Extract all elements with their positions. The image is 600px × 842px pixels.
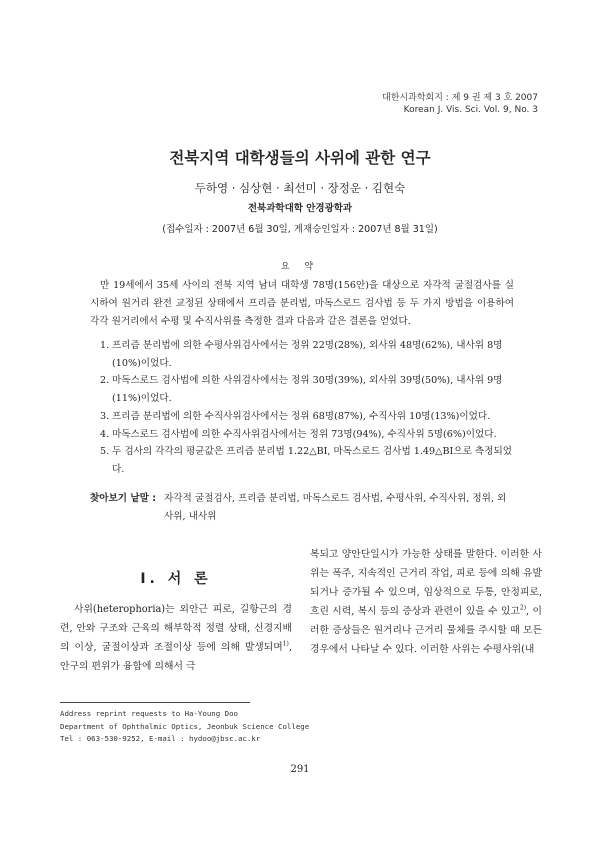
keywords-label: 찾아보기 낱말 : — [90, 493, 157, 504]
body-paragraph — [310, 545, 542, 659]
abstract-intro — [90, 277, 514, 331]
keywords — [90, 490, 514, 526]
reference-marker: 2) — [519, 604, 527, 612]
footnote-line: Address reprint requests to Ha-Young Doo — [60, 709, 238, 718]
section-heading-introduction: Ⅰ. 서 론 — [140, 571, 212, 587]
body-text: 사위(heterophoria)는 외안근 피로, 길항근의 경련, 안와 구조와 근육의 해부학적 정렬 상태, 신경지배의 이상, 굴절이상과 조절이상 등에 의해 발생되며 — [60, 604, 292, 653]
journal-citation-english: Korean J. Vis. Sci. Vol. 9, No. 3 — [403, 105, 538, 115]
abstract-results-list — [100, 337, 514, 479]
list-item — [100, 337, 514, 372]
abstract-intro-text: 만 19세에서 35세 사이의 전북 지역 남녀 대학생 78명(156안)을 대상으로 자각적 굴절검사를 실시하여 원거리 완전 교정된 상태에서 프리즘 분리법, 마독스로드 검사법 등 두 가지 방법을 이용하여 각각 원거리에서 수평 및 수직사위를 측정한 결과 다음과 같은 결론을 얻었다. — [90, 280, 514, 327]
body-column-left — [60, 600, 292, 676]
page-number: 291 — [290, 764, 310, 775]
list-item-text: 프리즘 분리법에 의한 수평사위검사에서는 정위 22명(28%), 외사위 48명(62%), 내사위 8명(10%)이었다. — [112, 340, 503, 369]
footnote-divider — [60, 702, 250, 703]
paper-title: 전북지역 대학생들의 사위에 관한 연구 — [169, 149, 431, 167]
list-item-text: 마독스로드 검사법에 의한 수직사위검사에서는 정위 73명(94%), 수직사위 5명(6%)이었다. — [112, 428, 497, 440]
keywords-text: 자각적 굴절검사, 프리즘 분리법, 마독스로드 검사법, 수평사위, 수직사위, 정위, 외사위, 내사위 — [164, 493, 507, 522]
abstract-heading: 요 약 — [280, 262, 320, 272]
list-item-number: 1. — [100, 340, 110, 351]
correspondence-footnote — [60, 708, 309, 746]
list-item-text: 마독스로드 검사법에 의한 사위검사에서는 정위 30명(39%), 외사위 39명(50%), 내사위 9명(11%)이었다. — [112, 375, 503, 405]
affiliation: 전북과학대학 안경광학과 — [247, 203, 353, 214]
list-item-text: 프리즘 분리법에 의한 수직사위검사에서는 정위 68명(87%), 수직사위 10명(13%)이었다. — [112, 410, 491, 422]
footnote-line: Department of Ophthalmic Optics, Jeonbuk Science College — [60, 721, 310, 731]
list-item-number: 5. — [100, 446, 110, 458]
journal-citation-korean: 대한시과학회지 : 제 9 권 제 3 호 2007 — [382, 93, 538, 103]
reference-marker: 1) — [282, 640, 289, 648]
list-item-number: 2. — [100, 375, 110, 387]
author-list: 두하영 · 심상현 · 최선미 · 장정운 · 김현숙 — [194, 181, 406, 195]
list-item — [100, 426, 514, 444]
list-item-number: 3. — [100, 410, 110, 422]
list-item — [100, 408, 514, 426]
list-item — [100, 443, 514, 478]
list-item-number: 4. — [100, 428, 110, 440]
body-text: , 이러한 증상들은 원거리나 근거리 물체를 주시할 때 모든 경우에서 나타날 수 있다. 이러한 사위는 수평사위(내 — [310, 606, 542, 655]
list-item-text: 두 검사의 각각의 평균값은 프리즘 분리법 1.22△BI, 마독스로드 검사법 1.49△BI으로 측정되었다. — [112, 446, 512, 475]
body-column-right — [310, 545, 542, 659]
list-item — [100, 372, 514, 407]
footnote-line: Tel : 063-530-9252, E-mail : hydoo@jbsc.ac.kr — [60, 734, 261, 743]
body-text: 복되고 양안단일시가 가능한 상태를 말한다. 이러한 사위는 폭주, 지속적인 근거리 작업, 피로 등에 의해 유발되거나 증가될 수 있으며, 임상적으로 두통, 안정피로, 흐린 시력, 복시 등의 증상과 관련이 있을 수 있고 — [310, 549, 542, 617]
submission-dates: (접수일자 : 2007년 6월 30일, 게재승인일자 : 2007년 8월 31일) — [162, 224, 438, 235]
body-paragraph — [60, 600, 292, 676]
body-text: , 안구의 편위가 융합에 의해서 극 — [60, 642, 292, 672]
